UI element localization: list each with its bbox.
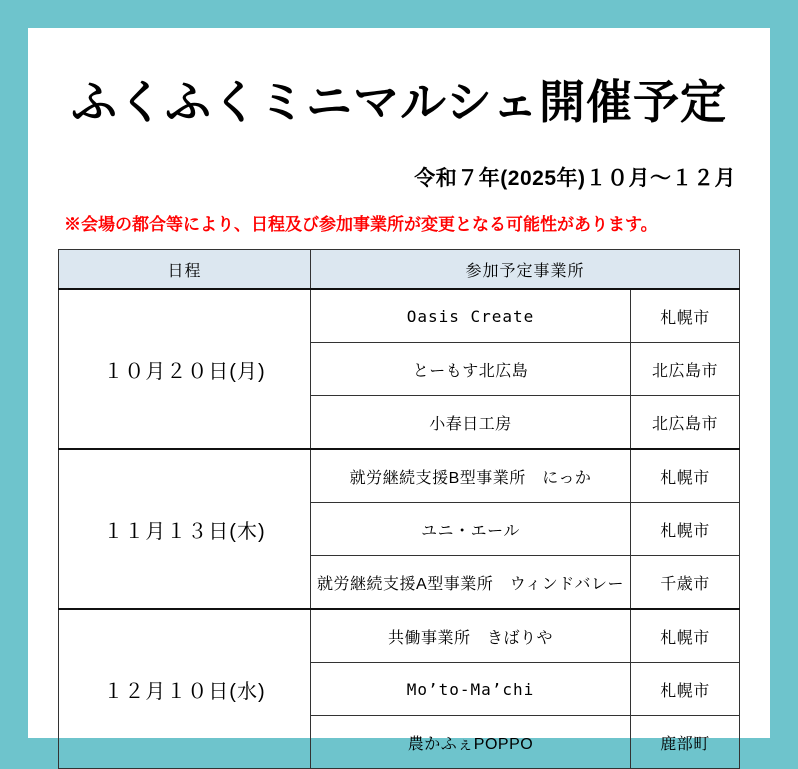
- page-title-suffix: 開催予定: [538, 76, 727, 128]
- table-row: [59, 449, 740, 503]
- office-city: 札幌市: [631, 449, 740, 503]
- office-city: 札幌市: [631, 289, 740, 343]
- office-city: 鹿部町: [631, 716, 740, 769]
- column-header-date: 日程: [59, 250, 311, 290]
- column-header-offices: 参加予定事業所: [310, 250, 739, 290]
- office-city: 北広島市: [631, 396, 740, 450]
- office-name: ユニ・エール: [310, 503, 630, 556]
- page-title: [28, 28, 770, 132]
- schedule-table-container: [28, 235, 770, 769]
- office-city: 札幌市: [631, 503, 740, 556]
- schedule-date: １０月２０日(月): [59, 289, 311, 449]
- office-name: 就労継続支援A型事業所 ウィンドバレー: [310, 556, 630, 610]
- table-row: [59, 289, 740, 343]
- office-name: 小春日工房: [310, 396, 630, 450]
- office-name: 農かふぇPOPPO: [310, 716, 630, 769]
- notice-text: ※会場の都合等により、日程及び参加事業所が変更となる可能性があります。: [64, 215, 658, 234]
- flyer-page: [28, 28, 770, 753]
- office-name: Oasis Create: [310, 289, 630, 343]
- table-header: [59, 250, 740, 290]
- office-name: とーもす北広島: [310, 343, 630, 396]
- table-header-row: [59, 250, 740, 290]
- office-city: 千歳市: [631, 556, 740, 610]
- office-name: Mo’to-Ma’chi: [310, 663, 630, 716]
- schedule-table: [58, 249, 740, 769]
- office-name: 就労継続支援B型事業所 にっか: [310, 449, 630, 503]
- period-label: 令和７年(2025年)１０月〜１２月: [414, 167, 736, 190]
- page-title-main: ふくふくミニマルシェ: [71, 75, 539, 129]
- table-row: [59, 609, 740, 663]
- table-body: [59, 289, 740, 769]
- schedule-date: １２月１０日(水): [59, 609, 311, 769]
- office-city: 北広島市: [631, 343, 740, 396]
- office-city: 札幌市: [631, 609, 740, 663]
- office-name: 共働事業所 きばりや: [310, 609, 630, 663]
- office-city: 札幌市: [631, 663, 740, 716]
- schedule-date: １１月１３日(木): [59, 449, 311, 609]
